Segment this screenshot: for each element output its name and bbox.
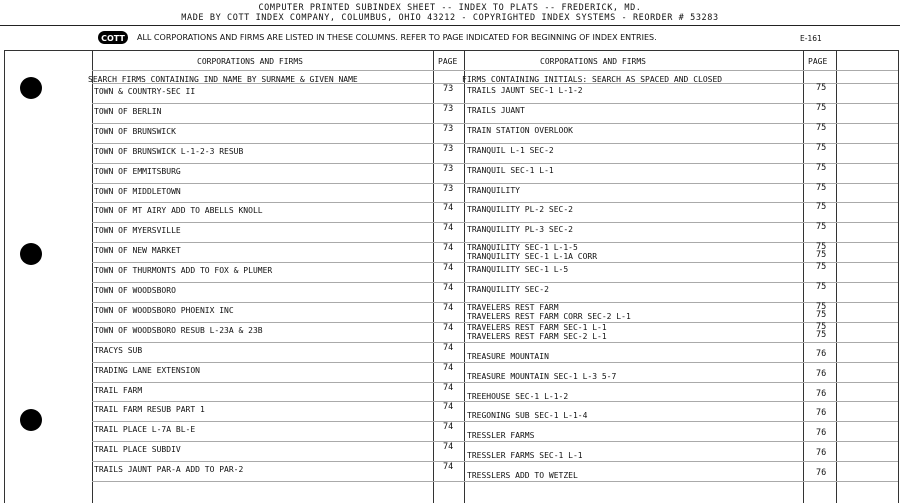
right-entry-name: TRAILS JAUNT SEC-1 L-1-2 — [467, 86, 583, 95]
right-entry-page: 75 — [816, 222, 827, 232]
left-column-note: SEARCH FIRMS CONTAINING IND NAME BY SURNAME & GIVEN NAME — [88, 75, 358, 84]
left-entry-page: 73 — [443, 104, 454, 114]
right-entry-name: TRAIN STATION OVERLOOK — [467, 126, 573, 135]
left-entry-page: 73 — [443, 184, 454, 194]
right-entry-page: 76 — [816, 389, 827, 399]
right-entry-name: TREASURE MOUNTAIN SEC-1 L-3 5-7 — [467, 372, 617, 381]
row-rule — [92, 183, 898, 184]
right-entry-page: 76 — [816, 428, 827, 438]
row-rule — [92, 163, 898, 164]
left-entry-page: 74 — [443, 203, 454, 213]
right-entry-page: 76 — [816, 349, 827, 359]
left-entry-name: TOWN OF MT AIRY ADD TO ABELLS KNOLL — [94, 206, 263, 215]
right-entry-page: 75 — [816, 242, 827, 252]
binder-hole-icon — [20, 77, 42, 99]
left-entry-name: TOWN OF MYERSVILLE — [94, 226, 181, 235]
right-entry-page: 75 — [816, 183, 827, 193]
left-entry-name: TRAIL PLACE L-7A BL-E — [94, 425, 196, 434]
right-column-note: FIRMS CONTAINING INITIALS: SEARCH AS SPACED AND CLOSED — [462, 75, 723, 84]
right-entry-name: TRAVELERS REST FARM — [467, 303, 559, 312]
left-entry-page: 73 — [443, 124, 454, 134]
right-entry-name: TRANQUILITY SEC-1 L-1A CORR — [467, 252, 598, 261]
right-entry-name: TRAVELERS REST FARM SEC-2 L-1 — [467, 332, 607, 341]
left-entry-page: 74 — [443, 303, 454, 313]
row-rule — [92, 262, 898, 263]
right-column-heading: CORPORATIONS AND FIRMS — [540, 57, 646, 66]
left-entry-page: 73 — [443, 144, 454, 154]
row-rule — [92, 481, 898, 482]
right-entry-page: 75 — [816, 163, 827, 173]
right-entry-page: 75 — [816, 302, 827, 312]
left-entry-page: 74 — [443, 243, 454, 253]
left-entry-page: 73 — [443, 164, 454, 174]
right-entry-page: 76 — [816, 468, 827, 478]
left-entry-name: TOWN OF WOODSBORO — [94, 286, 176, 295]
right-page-heading: PAGE — [808, 57, 828, 66]
row-rule — [92, 123, 898, 124]
row-rule — [92, 282, 898, 283]
right-entry-name: TRANQUILITY — [467, 186, 520, 195]
left-entry-page: 74 — [443, 283, 454, 293]
right-entry-page: 75 — [816, 310, 827, 320]
column-divider — [464, 50, 465, 503]
right-entry-name: TRANQUIL L-1 SEC-2 — [467, 146, 554, 155]
right-entry-page: 76 — [816, 448, 827, 458]
right-entry-page: 75 — [816, 103, 827, 113]
right-entry-name: TRAVELERS REST FARM CORR SEC-2 L-1 — [467, 312, 631, 321]
header-rule — [0, 25, 900, 26]
right-entry-name: TREGONING SUB SEC-1 L-1-4 — [467, 411, 588, 420]
left-column-heading: CORPORATIONS AND FIRMS — [197, 57, 303, 66]
row-rule — [92, 143, 898, 144]
right-entry-name: TRESSLERS ADD TO WETZEL — [467, 471, 578, 480]
right-entry-page: 75 — [816, 250, 827, 260]
row-rule — [92, 202, 898, 203]
row-rule — [92, 441, 898, 442]
right-entry-name: TREEHOUSE SEC-1 L-1-2 — [467, 392, 569, 401]
right-entry-name: TRESSLER FARMS SEC-1 L-1 — [467, 451, 583, 460]
left-entry-name: TOWN OF BERLIN — [94, 107, 162, 116]
cott-logo: COTT — [98, 31, 128, 44]
right-entry-name: TRANQUILITY SEC-1 L-5 — [467, 265, 569, 274]
left-entry-page: 73 — [443, 84, 454, 94]
right-entry-name: TRAVELERS REST FARM SEC-1 L-1 — [467, 323, 607, 332]
right-entry-page: 75 — [816, 123, 827, 133]
right-entry-name: TRANQUILITY PL-2 SEC-2 — [467, 205, 573, 214]
binder-hole-icon — [20, 409, 42, 431]
right-entry-name: TREASURE MOUNTAIN — [467, 352, 549, 361]
right-entry-name: TRAILS JUANT — [467, 106, 525, 115]
sheet-code: E-161 — [800, 34, 822, 43]
row-rule — [92, 342, 898, 343]
binder-hole-icon — [20, 243, 42, 265]
left-entry-name: TOWN OF WOODSBORO PHOENIX INC — [94, 306, 234, 315]
right-entry-page: 75 — [816, 330, 827, 340]
left-entry-page: 74 — [443, 323, 454, 333]
right-entry-name: TRANQUILITY SEC-1 L-1-5 — [467, 243, 578, 252]
right-entry-page: 75 — [816, 282, 827, 292]
left-entry-name: TRAILS JAUNT PAR-A ADD TO PAR-2 — [94, 465, 244, 474]
column-divider — [92, 50, 93, 503]
left-entry-name: TOWN OF WOODSBORO RESUB L-23A & 23B — [94, 326, 263, 335]
left-entry-name: TRAIL FARM — [94, 386, 143, 395]
right-entry-page: 75 — [816, 143, 827, 153]
column-divider — [898, 50, 899, 503]
left-entry-name: TOWN OF BRUNSWICK — [94, 127, 176, 136]
left-entry-page: 74 — [443, 223, 454, 233]
right-entry-name: TRANQUILITY PL-3 SEC-2 — [467, 225, 573, 234]
right-entry-page: 75 — [816, 322, 827, 332]
table-top-rule — [4, 50, 898, 51]
left-entry-name: TRAIL FARM RESUB PART 1 — [94, 405, 205, 414]
left-entry-name: TRACYS SUB — [94, 346, 143, 355]
right-entry-page: 75 — [816, 83, 827, 93]
left-entry-page: 74 — [443, 462, 454, 472]
left-entry-name: TRADING LANE EXTENSION — [94, 366, 200, 375]
row-rule — [92, 401, 898, 402]
left-entry-name: TOWN OF THURMONTS ADD TO FOX & PLUMER — [94, 266, 273, 275]
left-entry-page: 74 — [443, 422, 454, 432]
column-divider — [4, 50, 5, 503]
row-rule — [92, 222, 898, 223]
left-entry-name: TRAIL PLACE SUBDIV — [94, 445, 181, 454]
column-divider — [433, 50, 434, 503]
row-rule — [92, 461, 898, 462]
left-entry-page: 74 — [443, 383, 454, 393]
left-entry-page: 74 — [443, 442, 454, 452]
left-entry-page: 74 — [443, 363, 454, 373]
left-entry-name: TOWN OF MIDDLETOWN — [94, 187, 181, 196]
left-entry-name: TOWN OF BRUNSWICK L-1-2-3 RESUB — [94, 147, 244, 156]
column-divider — [836, 50, 837, 503]
row-rule — [92, 362, 898, 363]
row-rule — [92, 70, 898, 71]
row-rule — [92, 103, 898, 104]
right-entry-name: TRANQUIL SEC-1 L-1 — [467, 166, 554, 175]
right-entry-page: 75 — [816, 202, 827, 212]
sheet-title: COMPUTER PRINTED SUBINDEX SHEET -- INDEX TO PLATS -- FREDERICK, MD. — [258, 3, 642, 13]
publisher-line: MADE BY COTT INDEX COMPANY, COLUMBUS, OHIO 43212 - COPYRIGHTED INDEX SYSTEMS - REORDER # 53283 — [181, 13, 719, 23]
left-entry-page: 74 — [443, 343, 454, 353]
left-page-heading: PAGE — [438, 57, 458, 66]
right-entry-page: 76 — [816, 369, 827, 379]
right-entry-name: TRESSLER FARMS — [467, 431, 535, 440]
right-entry-page: 76 — [816, 408, 827, 418]
left-entry-name: TOWN & COUNTRY-SEC II — [94, 87, 196, 96]
left-entry-name: TOWN OF NEW MARKET — [94, 246, 181, 255]
left-entry-name: TOWN OF EMMITSBURG — [94, 167, 181, 176]
right-entry-page: 75 — [816, 262, 827, 272]
column-divider — [803, 50, 804, 503]
row-rule — [92, 421, 898, 422]
right-entry-name: TRANQUILITY SEC-2 — [467, 285, 549, 294]
left-entry-page: 74 — [443, 402, 454, 412]
column-notice: ALL CORPORATIONS AND FIRMS ARE LISTED IN THESE COLUMNS. REFER TO PAGE INDICATED FOR BEGINNING OF INDEX ENTRIES. — [137, 33, 657, 42]
left-entry-page: 74 — [443, 263, 454, 273]
row-rule — [92, 382, 898, 383]
